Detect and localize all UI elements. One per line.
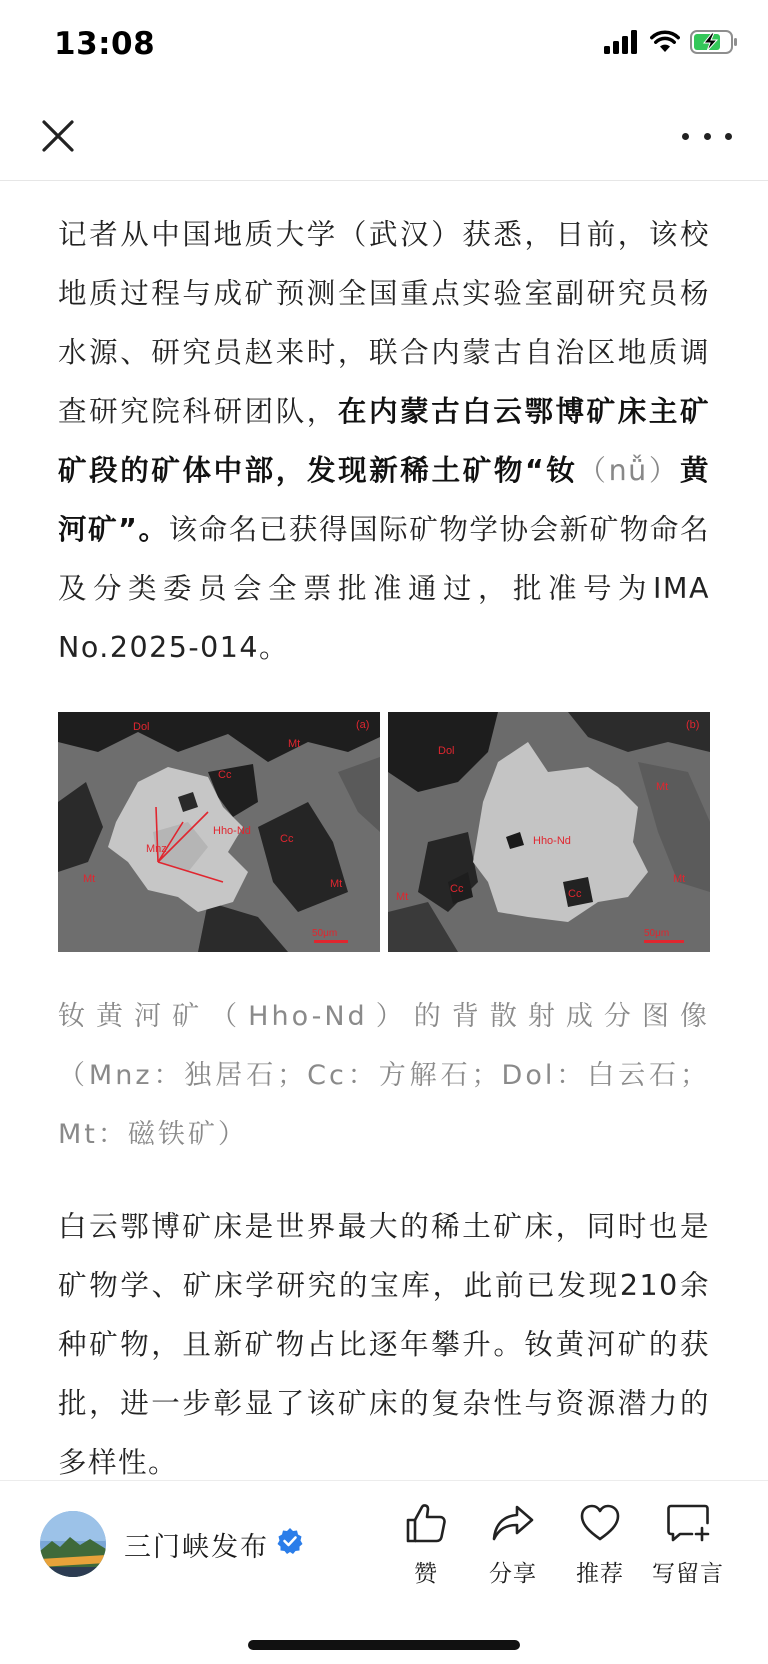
label-mt: Mt [673, 873, 686, 885]
recommend-button[interactable] [560, 1501, 640, 1588]
label-mt: Mt [83, 873, 96, 885]
status-icons [604, 30, 738, 54]
scale-bar-label: 50μm [644, 928, 670, 939]
label-cc: Cc [450, 883, 464, 895]
more-dot-icon [682, 133, 689, 140]
label-mt: Mt [396, 891, 409, 903]
cellular-signal-icon [604, 30, 640, 54]
paragraph-text: 该命名已获得国际矿物学协会新矿物命名及分类委员会全票批准通过，批准号为IMA No.2025-014。 [58, 513, 710, 664]
figure-caption: 钕黄河矿（Hho-Nd）的背散射成分图像（Mnz：独居石；Cc：方解石；Dol：白云石；Mt：磁铁矿） [58, 1001, 710, 1150]
close-icon [36, 114, 80, 158]
panel-label: (a) [356, 719, 370, 731]
write-comment-label: 写留言 [652, 1561, 724, 1587]
close-button[interactable] [36, 114, 80, 158]
avatar-image [40, 1511, 106, 1577]
account-avatar[interactable] [40, 1511, 106, 1577]
label-cc: Cc [280, 833, 294, 845]
recommend-label: 推荐 [576, 1561, 624, 1587]
battery-charging-icon [690, 30, 738, 54]
label-dol: Dol [438, 745, 455, 757]
more-dot-icon [725, 133, 732, 140]
article-body [58, 205, 710, 677]
account-name[interactable]: 三门峡发布 [124, 1532, 269, 1563]
label-hho-nd: Hho-Nd [213, 825, 251, 837]
more-options-button[interactable] [682, 118, 732, 154]
article-paragraph-1 [58, 205, 710, 677]
label-mt: Mt [330, 878, 343, 890]
bse-image-left [58, 712, 380, 952]
label-dol: Dol [133, 721, 150, 733]
label-mt: Mt [656, 781, 669, 793]
pinyin-text: （nǚ） [577, 454, 680, 487]
label-hho-nd: Hho-Nd [533, 835, 571, 847]
scale-bar-label: 50μm [312, 928, 338, 939]
article-body-2 [58, 1197, 710, 1492]
wifi-icon [650, 30, 680, 54]
label-mt: Mt [288, 738, 301, 750]
panel-label: (b) [686, 719, 700, 731]
bottom-action-bar [0, 1480, 768, 1664]
nav-bar [0, 92, 768, 181]
share-button[interactable] [473, 1501, 553, 1588]
highlight-text: 在内蒙古白云鄂博矿床主矿矿段的矿体中部，发现新稀土矿物“钕 [58, 395, 710, 487]
share-icon [491, 1501, 535, 1545]
article-paragraph-2: 白云鄂博矿床是世界最大的稀土矿床，同时也是矿物学、矿床学研究的宝库，此前已发现210余种矿物，且新矿物占比逐年攀升。钕黄河矿的获批，进一步彰显了该矿床的复杂性与资源潜力的多样性。 [58, 1210, 710, 1479]
comment-add-icon [666, 1501, 710, 1545]
thumbs-up-icon [404, 1501, 448, 1545]
article-figure[interactable] [58, 712, 710, 952]
home-indicator[interactable] [248, 1640, 520, 1650]
label-mnz: Mnz [146, 843, 167, 855]
write-comment-button[interactable] [648, 1501, 728, 1588]
label-cc: Cc [568, 888, 582, 900]
bse-image-right [388, 712, 710, 952]
like-label: 赞 [414, 1561, 438, 1587]
heart-icon [578, 1501, 622, 1545]
status-bar [0, 0, 768, 92]
paragraph-text: 记者从中国地质大学（武汉）获悉，日前，该校地质过程与成矿预测全国重点实验室副研究员杨水源、研究员赵来时，联合内蒙古自治区地质调查研究院科研团队， [58, 218, 710, 428]
more-dot-icon [704, 133, 711, 140]
status-time: 13:08 [54, 26, 156, 62]
like-button[interactable] [386, 1501, 466, 1588]
label-cc: Cc [218, 769, 232, 781]
verified-badge-icon [276, 1527, 304, 1555]
share-label: 分享 [489, 1561, 537, 1587]
highlight-text: 黄河矿”。 [58, 454, 710, 546]
